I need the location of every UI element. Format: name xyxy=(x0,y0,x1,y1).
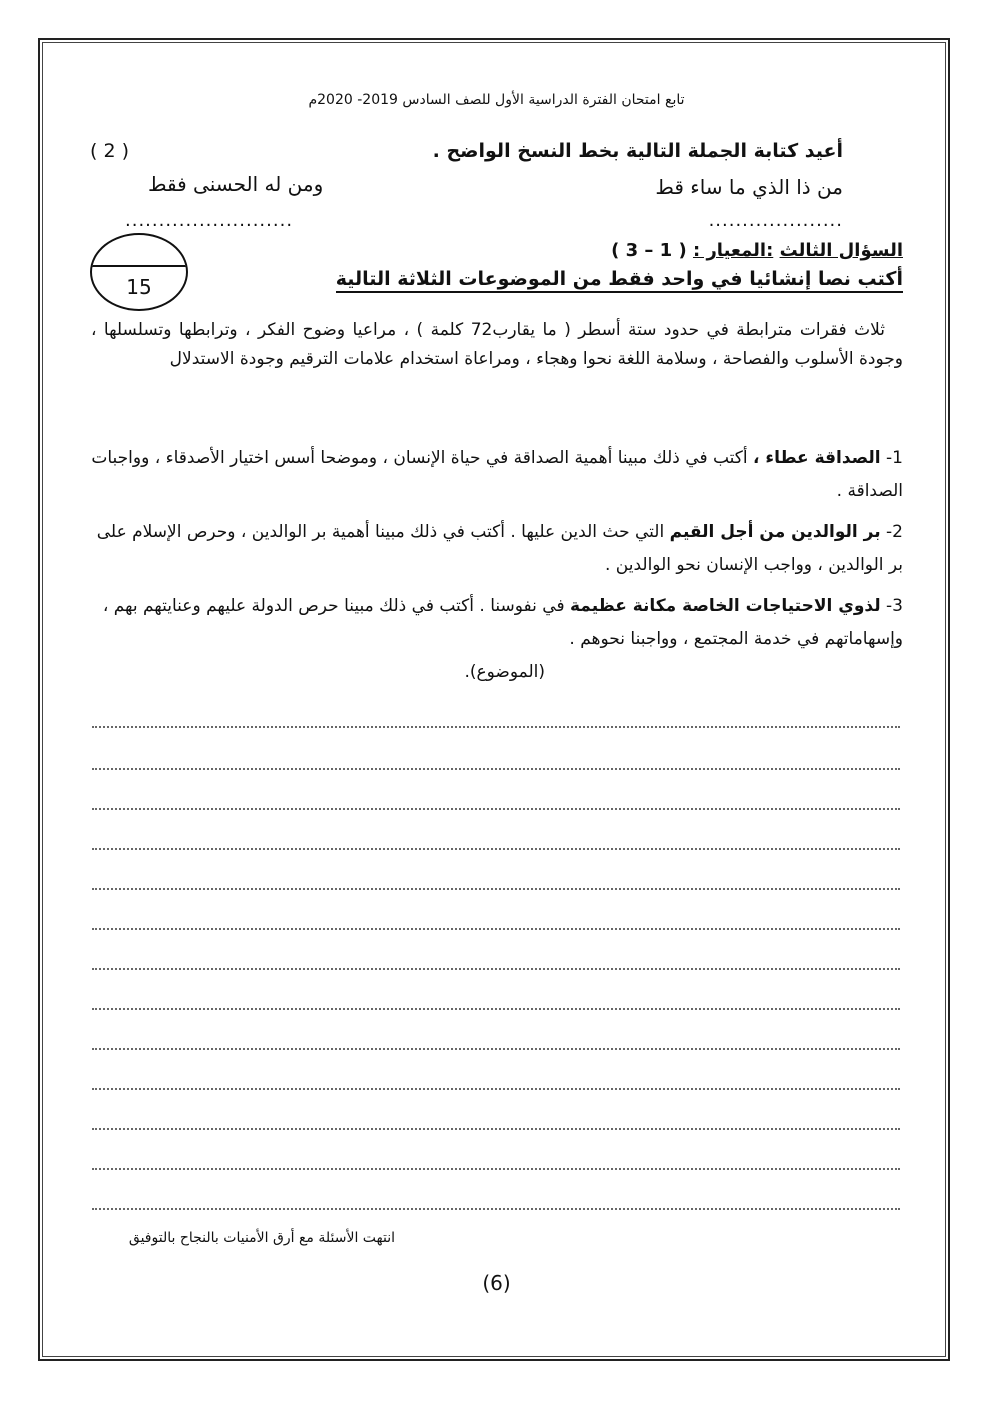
q2-sentence-right: من ذا الذي ما ساء قط xyxy=(655,175,843,199)
topic-1-text: أكتب في ذلك مبينا أهمية الصداقة في حياة الإنسان ، وموضحا أسس اختيار الأصدقاء ، وواجبات الصداقة . xyxy=(91,448,903,501)
topic-3-title: لذوي الاحتياجات الخاصة مكانة عظيمة xyxy=(569,596,881,616)
writing-line[interactable] xyxy=(92,1008,900,1010)
writing-line[interactable] xyxy=(92,1128,900,1130)
writing-line[interactable] xyxy=(92,848,900,850)
topic-2 xyxy=(91,516,903,582)
topic-1-title: الصداقة عطاء ، xyxy=(753,448,881,468)
q3-title xyxy=(611,240,903,261)
score-value: 15 xyxy=(126,275,152,299)
q3-criterion: ( 3 – 1 ) xyxy=(611,240,687,261)
subject-label: (الموضوع). xyxy=(464,662,545,682)
score-circle xyxy=(90,233,188,311)
essay-instructions: ثلاث فقرات مترابطة في حدود ستة أسطر ( ما يقارب72 كلمة ) ، مراعيا وضوح الفكر ، وترابطها وتسلسلها ، وجودة الأسلوب والفصاحة ، وسلامة اللغة نحوا وهجاء ، ومراعاة استخدام علامات الترقيم وجودة الاستدلال xyxy=(91,320,903,369)
topic-3 xyxy=(91,590,903,656)
writing-line[interactable] xyxy=(92,968,900,970)
exam-header: تابع امتحان الفترة الدراسية الأول للصف السادس 2019- 2020م xyxy=(308,92,685,108)
page-number: (6) xyxy=(482,1271,511,1295)
topic-2-title: بر الوالدين من أجل القيم xyxy=(669,522,881,542)
q2-title: أعيد كتابة الجملة التالية بخط النسخ الواضح . xyxy=(432,140,843,162)
score-divider xyxy=(92,265,186,267)
q2-score: ( 2 ) xyxy=(90,140,129,162)
writing-line[interactable] xyxy=(92,1088,900,1090)
writing-line[interactable] xyxy=(92,808,900,810)
topic-3-text: في نفوسنا . أكتب في ذلك مبينا حرص الدولة عليهم وعنايتهم بهم ، وإسهاماتهم في خدمة المجتمع ، وواجبنا نحوهم . xyxy=(102,596,903,649)
topic-1-number: 1- xyxy=(886,448,903,468)
writing-line[interactable] xyxy=(92,1208,900,1210)
writing-line[interactable] xyxy=(92,888,900,890)
topic-2-number: 2- xyxy=(886,522,903,542)
answer-dots-right[interactable]: .................... xyxy=(708,210,843,231)
topic-1 xyxy=(91,442,903,508)
answer-dots-left[interactable]: ......................... xyxy=(125,210,294,231)
writing-line[interactable] xyxy=(92,928,900,930)
writing-line[interactable] xyxy=(92,1048,900,1050)
topic-3-number: 3- xyxy=(886,596,903,616)
topic-2-text: التي حث الدين عليها . أكتب في ذلك مبينا أهمية بر الوالدين ، وحرص الإسلام على بر الوالدين ، وواجب الإنسان نحو الوالدين . xyxy=(96,522,903,575)
writing-line[interactable] xyxy=(92,726,900,728)
q2-sentence-left: ومن له الحسنى فقط xyxy=(148,172,324,196)
q3-instruction: أكتب نصا إنشائيا في واحد فقط من الموضوعات الثلاثة التالية xyxy=(336,268,903,293)
q3-label: السؤال الثالث xyxy=(779,240,903,261)
writing-line[interactable] xyxy=(92,768,900,770)
writing-line[interactable] xyxy=(92,1168,900,1170)
closing-note: انتهت الأسئلة مع أرق الأمنيات بالنجاح بالتوفيق xyxy=(128,1230,395,1246)
q3-criterion-label: :المعيار : xyxy=(692,240,774,261)
